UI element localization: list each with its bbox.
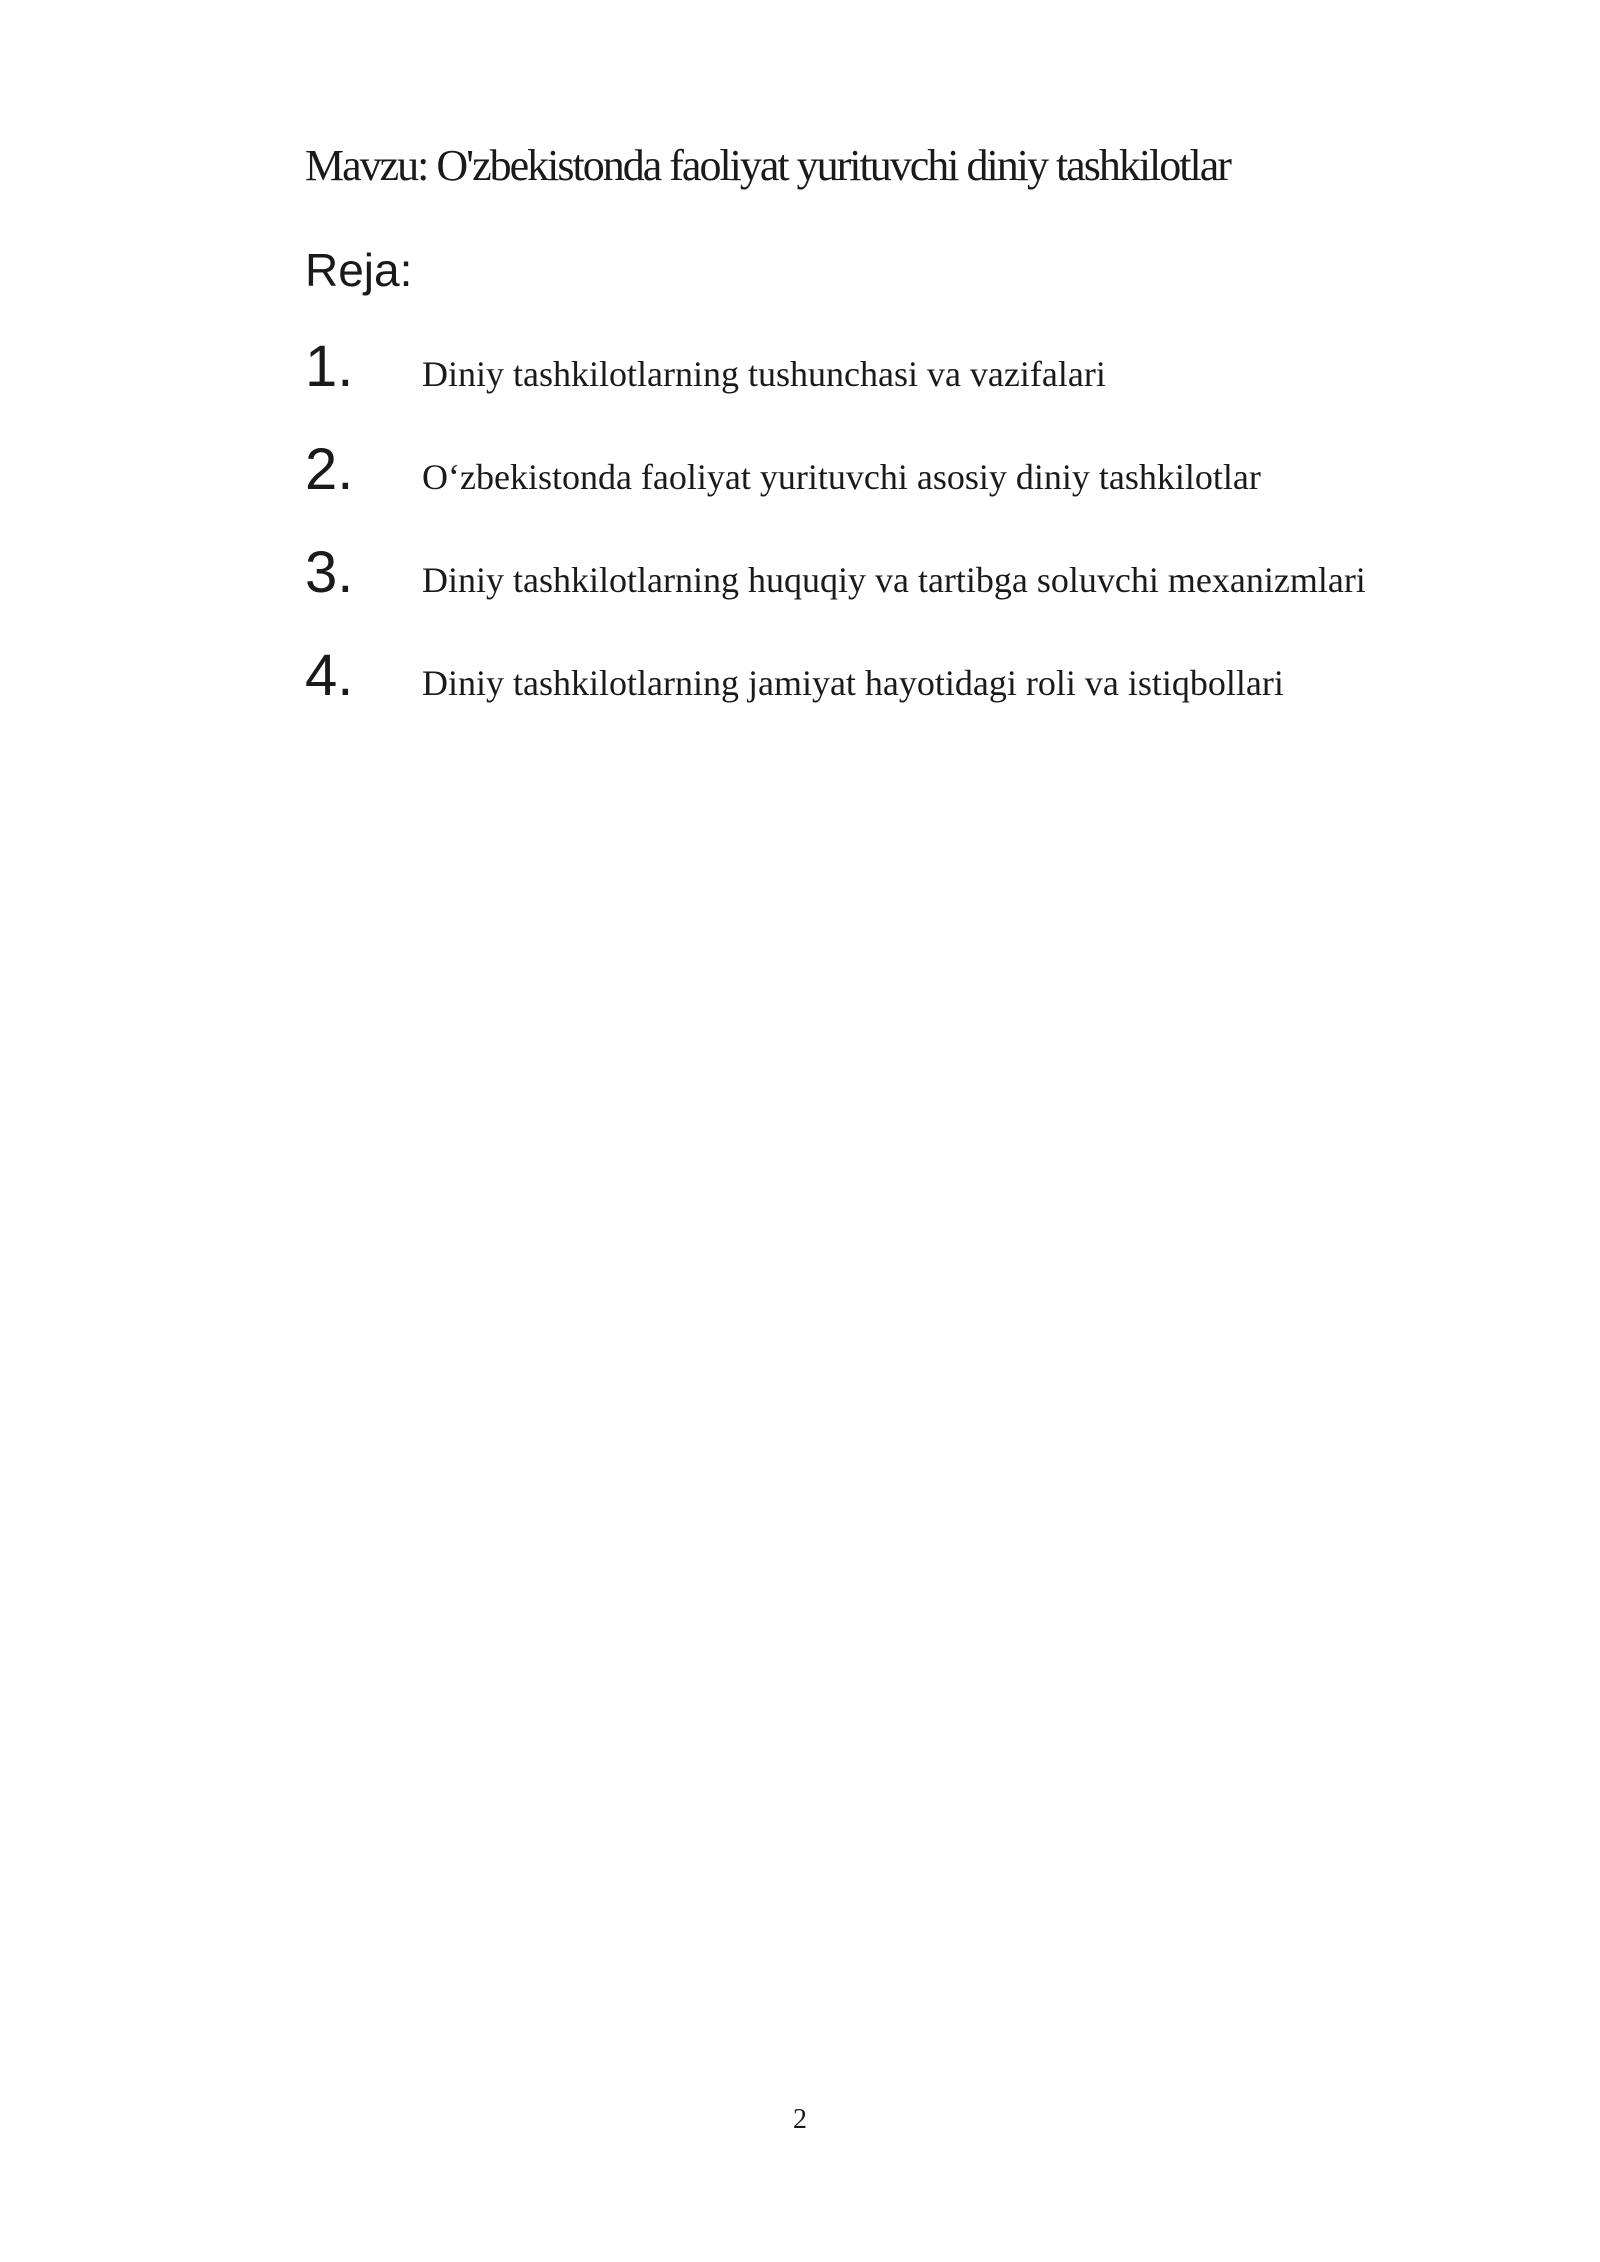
plan-heading: Reja:: [305, 244, 413, 296]
plan-item: [305, 540, 1465, 647]
plan-item-number: 1.: [305, 334, 354, 399]
plan-list: [305, 334, 1465, 750]
document-title: Mavzu: O'zbekistonda faoliyat yurituvchi diniy tashkilotlar: [305, 141, 1230, 190]
plan-item-text: O‘zbekistonda faoliyat yurituvchi asosiy diniy tashkilotlar: [422, 457, 1261, 497]
plan-item-number: 2.: [305, 437, 354, 502]
page-number: 2: [793, 2104, 807, 2135]
plan-item-text: Diniy tashkilotlarning jamiyat hayotidagi roli va istiqbollari: [422, 663, 1284, 703]
plan-item-text: Diniy tashkilotlarning huquqiy va tartibga soluvchi mexanizmlari: [422, 560, 1366, 600]
plan-item: [305, 437, 1465, 544]
plan-item-text: Diniy tashkilotlarning tushunchasi va vazifalari: [422, 354, 1106, 394]
plan-item: [305, 334, 1465, 441]
plan-item: [305, 643, 1465, 750]
plan-item-number: 3.: [305, 540, 354, 605]
plan-item-number: 4.: [305, 643, 354, 708]
